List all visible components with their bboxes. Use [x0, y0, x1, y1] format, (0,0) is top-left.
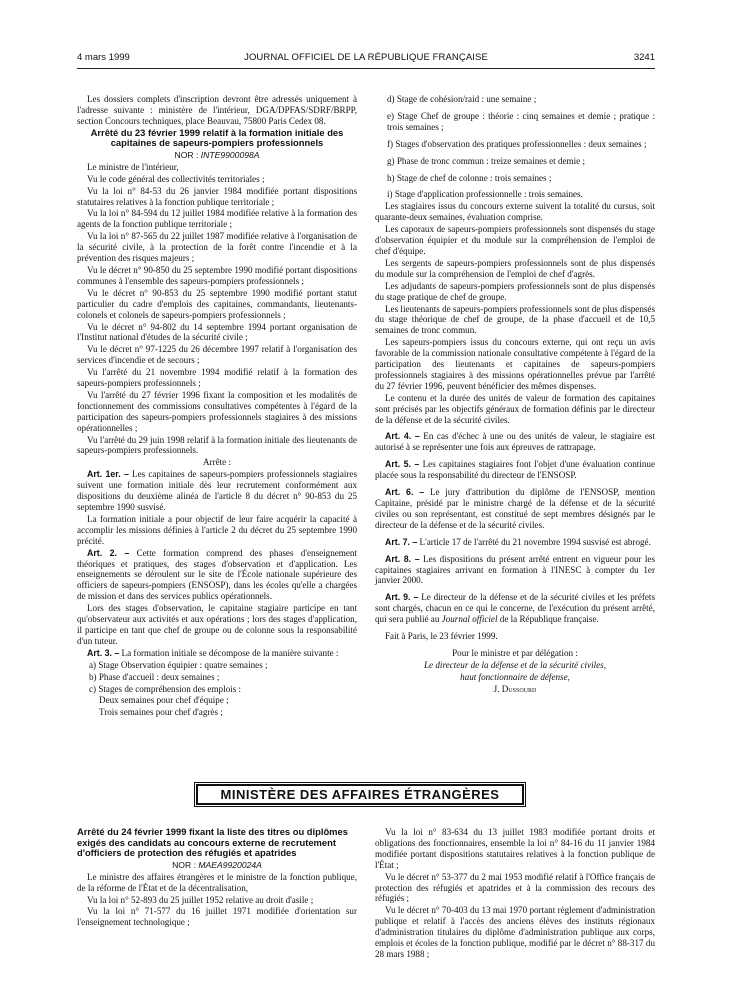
- paragraph: Vu l'arrêté du 29 juin 1998 relatif à la formation initiale des lieutenants de sapeurs-pompiers professionnels.: [77, 434, 357, 456]
- article-text: Les dispositions du présent arrêté entrent en vigueur pour les capitaines stagiaires arrivant en formation à l'INESC à compter du 1er janvier 2000.: [375, 553, 655, 586]
- list-item: a) Stage Observation équipier : quatre semaines ;: [89, 659, 268, 670]
- column-left-top: [77, 94, 357, 719]
- paragraph: Vu la loi n° 52-893 du 25 juillet 1952 relative au droit d'asile ;: [87, 894, 314, 905]
- nor-reference: [77, 150, 357, 161]
- article-5: [375, 459, 655, 481]
- column-right-bottom: [375, 827, 655, 961]
- article-6: [375, 487, 655, 531]
- article-text: Le jury d'attribution du diplôme de l'ENSOSP, mention Capitaine, présidé par le ministre chargé de la défense et de la sécurité civiles ou son représentant, est constitué de sept membres désignés par le directeur de la défense et de la sécurité civiles.: [375, 487, 655, 530]
- arrete-title: Arrêté du 24 février 1999 fixant la liste des titres ou diplômes exigés des candidats au concours externe de recrutement d'officiers de protection des réfugiés et apatrides: [77, 826, 348, 859]
- signed-at: Fait à Paris, le 23 février 1999.: [385, 631, 498, 642]
- paragraph: Vu le code général des collectivités territoriales ;: [87, 173, 265, 184]
- nor-code: MAEA9920024A: [198, 859, 262, 870]
- paragraph: Vu le décret n° 90-850 du 25 septembre 1990 modifié portant dispositions communes à l'ensemble des sapeurs-pompiers professionnels ;: [77, 264, 357, 286]
- paragraph: Les sapeurs-pompiers issus du concours externe, qui ont reçu un avis favorable de la commission nationale consultative compétente à l'égard de la participation des lieutenants et capitaines de sapeurs-pompiers professionnels stagiaires à des missions opérationnelles prévue par l'arrêté du 27 février 1996, peuvent bénéficier des mêmes dispenses.: [375, 337, 655, 391]
- list-subitem: Trois semaines pour chef d'agrès ;: [99, 707, 223, 718]
- paragraph: Les sergents de sapeurs-pompiers professionnels sont de plus dispensés du module sur la compréhension de l'emploi de chef d'agrès.: [375, 257, 655, 279]
- article-label: Art. 3. –: [87, 647, 120, 658]
- paragraph: Vu la loi n° 84-53 du 26 janvier 1984 modifiée portant dispositions statutaires relatives à la fonction publique territoriale ;: [77, 185, 357, 207]
- intro-paragraph: Les dossiers complets d'inscription devront être adressés uniquement à l'adresse suivante : ministère de l'intérieur, DGA/DPFAS/SDRF/BRPP, section Concours techniques, place Beauvau, 75800 Paris Cedex 08.: [77, 94, 357, 126]
- header-rule: [77, 68, 655, 69]
- article-label: Art. 7. –: [385, 536, 418, 547]
- column-left-bottom: [77, 827, 357, 929]
- article-text: En cas d'échec à une ou des unités de valeur, le stagiaire est autorisé à se représenter une fois aux épreuves de rattrapage.: [375, 431, 655, 453]
- list-item: g) Phase de tronc commun : treize semaines et demie ;: [387, 155, 585, 166]
- paragraph: Les lieutenants de sapeurs-pompiers professionnels sont de plus dispensés du stage théorique de chef de groupe, de la phase d'accueil et de 10,5 semaines de tronc commun.: [375, 303, 655, 336]
- article-text: La formation initiale se décompose de la manière suivante :: [119, 647, 339, 658]
- nor-code: INTE9900098A: [200, 149, 260, 160]
- paragraph: Le ministre de l'intérieur,: [87, 161, 179, 172]
- article-7: [375, 537, 655, 548]
- paragraph: La formation initiale a pour objectif de leur faire acquérir la capacité à accomplir les missions définies à l'article 2 du décret du 25 septembre 1990 précité.: [77, 513, 357, 546]
- list-item: c) Stages de compréhension des emplois :: [89, 683, 242, 694]
- paragraph: Le ministre des affaires étrangères et le ministre de la fonction publique, de la réforme de l'État et de la décentralisation,: [77, 871, 357, 893]
- list-subitem: Deux semaines pour chef d'équipe ;: [99, 695, 229, 706]
- list-item: e) Stage Chef de groupe : théorie : cinq semaines et demie ; pratique : trois semaines ;: [387, 110, 655, 132]
- column-right-top: [375, 94, 655, 696]
- article-1: [77, 469, 357, 513]
- journal-title: JOURNAL OFFICIEL DE LA RÉPUBLIQUE FRANÇAISE: [244, 52, 488, 63]
- journal-officiel-ref: Journal officiel: [441, 614, 498, 625]
- paragraph: Lors des stages d'observation, le capitaine stagiaire participe en tant qu'observateur aux activités et aux opérations ; lors des stages d'application, il participe en tant que chef de groupe ou de colonne sous la responsabilité d'un tuteur.: [77, 603, 357, 646]
- paragraph: Les stagiaires issus du concours externe suivent la totalité du cursus, soit quarante-deux semaines, évaluation comprise.: [375, 201, 655, 223]
- article-text: Les capitaines stagiaires font l'objet d'une évaluation continue placée sous la responsabilité du directeur de l'ENSOSP.: [375, 459, 655, 481]
- arrete-title: Arrêté du 23 février 1999 relatif à la formation initiale des capitaines de sapeurs-pompiers professionnels: [90, 126, 344, 149]
- paragraph: Vu la loi n° 71-577 du 16 juillet 1971 modifiée d'orientation sur l'enseignement technologique ;: [77, 906, 357, 928]
- article-9: [375, 592, 655, 625]
- article-3: [77, 648, 357, 659]
- signature-delegation: Pour le ministre et par délégation :: [452, 647, 578, 658]
- paragraph: Vu le décret n° 94-802 du 14 septembre 1994 portant organisation de l'Institut national d'études de la sécurité civile ;: [77, 321, 357, 343]
- paragraph: Vu le décret n° 90-853 du 25 septembre 1990 modifié portant statut particulier du cadre d'emplois des capitaines, commandants, lieutenants-colonels et colonels de sapeurs-pompiers professionnels ;: [77, 287, 357, 320]
- nor-label: NOR :: [172, 859, 199, 870]
- signature-title: Le directeur de la défense et de la sécurité civiles,: [424, 659, 606, 670]
- list-item: f) Stages d'observation des pratiques professionnelles : deux semaines ;: [387, 138, 647, 149]
- paragraph: Les adjudants de sapeurs-pompiers professionnels sont de plus dispensés du stage pratique de chef de groupe.: [375, 280, 655, 302]
- paragraph: Vu le décret n° 53-377 du 2 mai 1953 modifié relatif à l'Office français de protection des réfugiés et apatrides et à la commission des recours des réfugiés ;: [375, 871, 655, 904]
- article-label: Art. 4. –: [385, 431, 420, 442]
- signature-subtitle: haut fonctionnaire de défense,: [460, 671, 570, 682]
- list-item: h) Stage de chef de colonne : trois semaines ;: [387, 172, 552, 183]
- arrete-label: Arrête :: [202, 457, 232, 468]
- signature-name: J. Dussourd: [493, 683, 537, 694]
- list-item: b) Phase d'accueil : deux semaines ;: [89, 671, 220, 682]
- page-number: 3241: [633, 52, 655, 63]
- article-label: Art. 8. –: [385, 553, 420, 564]
- article-label: Art. 9. –: [385, 592, 419, 603]
- page-header: [77, 52, 655, 66]
- paragraph: Le contenu et la durée des unités de valeur de formation des capitaines sont précisés par les objectifs généraux de formation définis par le directeur de la défense et de la sécurité civiles.: [375, 392, 655, 425]
- article-label: Art. 1er. –: [87, 469, 129, 480]
- header-date: 4 mars 1999: [77, 52, 130, 63]
- article-8: [375, 554, 655, 587]
- paragraph: Vu l'arrêté du 21 novembre 1994 modifié relatif à la formation des sapeurs-pompiers professionnels ;: [77, 367, 357, 389]
- article-text: Le directeur de la défense et de la sécurité civiles et les préfets sont chargés, chacun en ce qui le concerne, de l'exécution du présent arrêté, qui sera publié au: [375, 592, 655, 625]
- article-text: Les capitaines de sapeurs-pompiers professionnels stagiaires suivent une formation initiale dès leur recrutement conformément aux dispositions du deuxième alinéa de l'article 8 du décret n° 90-853 du 25 septembre 1990 susvisé.: [77, 469, 357, 512]
- paragraph: Vu le décret n° 97-1225 du 26 décembre 1997 relatif à l'organisation des services d'incendie et de secours ;: [77, 344, 357, 366]
- article-4: [375, 431, 655, 453]
- paragraph: Les caporaux de sapeurs-pompiers professionnels sont dispensés du stage d'observation équipier et du module sur la compréhension de l'emploi de chef d'équipe.: [375, 224, 655, 256]
- article-text: de la République française.: [497, 614, 599, 625]
- list-item: d) Stage de cohésion/raid : une semaine ;: [387, 94, 537, 104]
- paragraph: Vu la loi n° 87-565 du 22 juillet 1987 modifiée relative à l'organisation de la sécurité civile, à la protection de la forêt contre l'incendie et à la prévention des risques majeurs ;: [77, 231, 357, 264]
- nor-reference: [77, 860, 357, 871]
- nor-label: NOR :: [174, 149, 201, 160]
- article-text: L'article 17 de l'arrêté du 21 novembre 1994 susvisé est abrogé.: [417, 536, 651, 547]
- article-label: Art. 2. –: [87, 547, 130, 558]
- article-label: Art. 5. –: [385, 459, 420, 470]
- paragraph: Vu la loi n° 84-594 du 12 juillet 1984 modifiée relative à la formation des agents de la fonction publique territoriale ;: [77, 208, 357, 230]
- paragraph: Vu l'arrêté du 27 février 1996 fixant la composition et les modalités de fonctionnement des commissions consultatives compétentes à l'égard de la participation des sapeurs-pompiers professionnels stagiaires à des missions opérationnelles ;: [77, 389, 357, 433]
- article-text: Cette formation comprend des phases d'enseignement théoriques et pratiques, des stages d'observation et d'application. Les enseignements se déroulent sur le site de l'École nationale supérieure des officiers de sapeurs-pompiers (ENSOSP), dans les écoles qu'elle a chargées de mission et dans des services publics opérationnels.: [77, 547, 357, 602]
- list-item: i) Stage d'application professionnelle : trois semaines.: [387, 189, 583, 200]
- article-2: [77, 548, 357, 603]
- paragraph: Vu le décret n° 70-403 du 13 mai 1970 portant règlement d'administration publique et relatif à l'accès des anciens élèves des instituts régionaux d'administration titulaires du diplôme d'administration publique aux corps, emplois et écoles de la fonction publique, modifié par le décret n° 88-317 du 28 mars 1988 ;: [375, 905, 655, 959]
- article-label: Art. 6. –: [385, 487, 425, 498]
- paragraph: Vu la loi n° 83-634 du 13 juillet 1983 modifiée portant droits et obligations des fonctionnaires, ensemble la loi n° 84-16 du 11 janvier 1984 modifiée portant dispositions statutaires relatives à la fonction publique de l'État ;: [375, 827, 655, 870]
- ministry-heading: MINISTÈRE DES AFFAIRES ÉTRANGÈRES: [196, 784, 524, 805]
